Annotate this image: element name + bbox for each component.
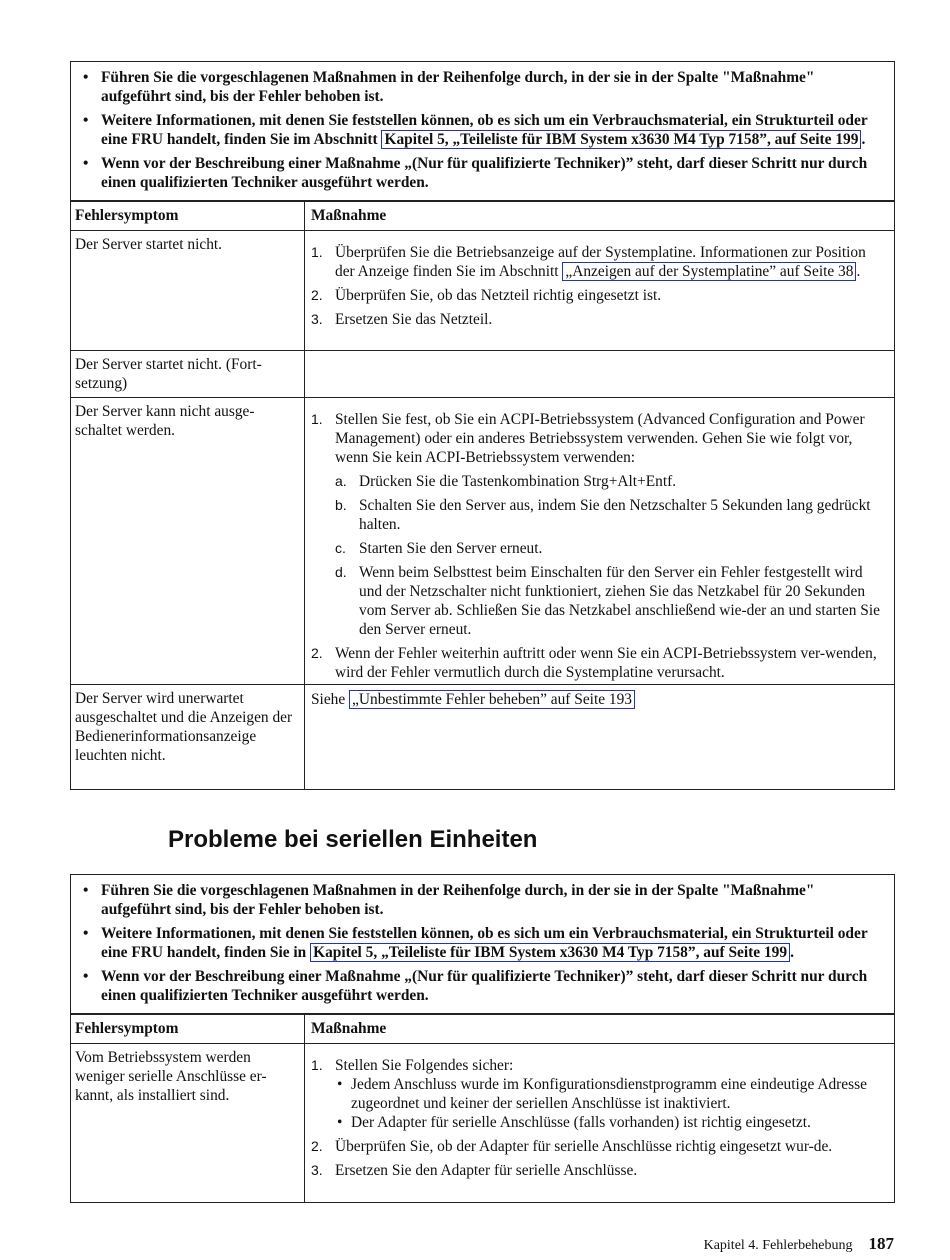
step-item <box>311 1056 888 1132</box>
see-text: Siehe <box>311 691 350 708</box>
substep-text: Wenn beim Selbsttest beim Einschalten für den Server ein Fehler festgestellt wird und der Netzschalter nicht funktioniert, ziehen Sie das Netzkabel für 20 Sekunden vom Server ab. Schließen Sie das Netzkabel anschließend wie-der an und starten Sie den Server erneut. <box>359 564 880 638</box>
notes-block <box>71 62 894 201</box>
step-number: 3. <box>311 1162 323 1178</box>
unbestimmte-fehler-link[interactable]: „Unbestimmte Fehler beheben” auf Seite 193 <box>349 690 635 709</box>
substep-text: Drücken Sie die Tastenkombination Strg+Alt+Entf. <box>359 473 677 490</box>
step-number: 1. <box>311 244 323 260</box>
chapter-label: Kapitel 4. Fehlerbehebung <box>703 1238 853 1253</box>
step-text: Überprüfen Sie, ob das Netzteil richtig eingesetzt ist. <box>335 287 662 304</box>
step-number: 2. <box>311 1138 323 1154</box>
step-text: Wenn der Fehler weiterhin auftritt oder wenn Sie ein ACPI-Betriebssystem ver-wenden, wird der Fehler vermutlich durch die Systemplatine verursacht. <box>335 645 877 681</box>
step-number: 2. <box>311 645 323 661</box>
action-cell <box>305 351 894 397</box>
substep-letter: c. <box>335 540 346 556</box>
step-item <box>311 286 888 305</box>
substep-text: Schalten Sie den Server aus, indem Sie den Netzschalter 5 Sekunden lang gedrückt halten. <box>359 497 871 533</box>
action-cell <box>305 685 894 789</box>
note-text: Weitere Informationen, mit denen Sie feststellen können, ob es sich um ein Verbrauchsmaterial, ein Strukturteil oder eine FRU handelt, finden Sie in <box>101 925 868 961</box>
step-item <box>311 243 888 281</box>
page-number: 187 <box>868 1234 894 1253</box>
step-item <box>311 1137 888 1156</box>
substep-item <box>335 539 888 558</box>
header-symptom: Fehlersymptom <box>71 202 305 230</box>
systemplatine-link[interactable]: „Anzeigen auf der Systemplatine” auf Seite 38 <box>562 262 856 281</box>
notes-block <box>71 875 894 1014</box>
step-text: Überprüfen Sie die Betriebsanzeige auf der Systemplatine. Informationen zur Position der Anzeige finden Sie im Abschnitt <box>335 244 866 280</box>
substep-letter: d. <box>335 564 347 580</box>
symptom-cell: Vom Betriebssystem werden weniger serielle Anschlüsse er-kannt, als installiert sind. <box>71 1044 305 1202</box>
table-2 <box>70 874 895 1203</box>
symptom-cell: Der Server startet nicht. <box>71 231 305 350</box>
table-row <box>71 350 894 397</box>
note-text: Weitere Informationen, mit denen Sie feststellen können, ob es sich um ein Verbrauchsmaterial, ein Strukturteil oder eine FRU handelt, finden Sie im Abschnitt <box>101 112 868 148</box>
step-text: . <box>856 263 861 280</box>
step-text: Stellen Sie Folgendes sicher: <box>335 1057 514 1074</box>
chapter5-link[interactable]: Kapitel 5, „Teileliste für IBM System x3630 M4 Typ 7158”, auf Seite 199 <box>381 130 861 149</box>
step-number: 2. <box>311 287 323 303</box>
symptom-cell: Der Server kann nicht ausge-schaltet werden. <box>71 398 305 684</box>
step-number: 3. <box>311 311 323 327</box>
note-item: • Wenn vor der Beschreibung einer Maßnahme „(Nur für qualifizierte Techniker)” steht, darf dieser Schritt nur durch einen qualifizierten Techniker ausgeführt werden. <box>81 154 884 192</box>
table-header-row <box>71 201 894 230</box>
step-number: 1. <box>311 1057 323 1073</box>
step-item <box>311 310 888 329</box>
step-number: 1. <box>311 411 323 427</box>
substep-text: Starten Sie den Server erneut. <box>359 540 543 557</box>
substep-letter: a. <box>335 473 347 489</box>
step-text: Stellen Sie fest, ob Sie ein ACPI-Betriebssystem (Advanced Configuration and Power Management) oder ein anderes Betriebssystem verwenden. Gehen Sie wie folgt vor, wenn Sie kein ACPI-Betriebssystem verwenden: <box>335 411 865 466</box>
table-row <box>71 684 894 789</box>
step-text: Ersetzen Sie das Netzteil. <box>335 311 493 328</box>
substep-letter: b. <box>335 497 347 513</box>
step-text: Überprüfen Sie, ob der Adapter für serielle Anschlüsse richtig eingesetzt wur-de. <box>335 1138 833 1155</box>
header-symptom: Fehlersymptom <box>71 1015 305 1043</box>
substep-item <box>335 496 888 534</box>
note-text: . <box>790 944 794 961</box>
bullet-item: • Jedem Anschluss wurde im Konfigurationsdienstprogramm eine eindeutige Adresse zugeordnet und keiner der seriellen Anschlüsse ist inaktiviert. <box>335 1075 888 1113</box>
header-action: Maßnahme <box>311 1020 387 1037</box>
note-item <box>81 924 884 962</box>
table-row <box>71 397 894 684</box>
table-row <box>71 1043 894 1202</box>
section-title: Probleme bei seriellen Einheiten <box>168 826 538 853</box>
header-action: Maßnahme <box>311 207 387 224</box>
note-item: • Führen Sie die vorgeschlagenen Maßnahmen in der Reihenfolge durch, in der sie in der Spalte "Maßnahme" aufgeführt sind, bis der Fehler behoben ist. <box>81 881 884 919</box>
note-item: • Führen Sie die vorgeschlagenen Maßnahmen in der Reihenfolge durch, in der sie in der Spalte "Maßnahme" aufgeführt sind, bis der Fehler behoben ist. <box>81 68 884 106</box>
action-cell <box>305 1044 894 1202</box>
table-header-row <box>71 1014 894 1043</box>
bullet-item: • Der Adapter für serielle Anschlüsse (falls vorhanden) ist richtig eingesetzt. <box>335 1113 888 1132</box>
substep-item <box>335 563 888 639</box>
step-item <box>311 1161 888 1180</box>
action-cell <box>305 398 894 684</box>
substep-item <box>335 472 888 491</box>
symptom-cell: Der Server startet nicht. (Fort-setzung) <box>71 351 305 397</box>
step-text: Ersetzen Sie den Adapter für serielle Anschlüsse. <box>335 1162 638 1179</box>
symptom-cell: Der Server wird unerwartet ausgeschaltet und die Anzeigen der Bedienerinformationsanzeige leuchten nicht. <box>71 685 305 789</box>
note-item: • Wenn vor der Beschreibung einer Maßnahme „(Nur für qualifizierte Techniker)” steht, darf dieser Schritt nur durch einen qualifizierten Techniker ausgeführt werden. <box>81 967 884 1005</box>
page-footer <box>704 1234 894 1254</box>
step-item <box>311 644 888 682</box>
action-cell <box>305 231 894 350</box>
table-row <box>71 230 894 350</box>
chapter5-link[interactable]: Kapitel 5, „Teileliste für IBM System x3630 M4 Typ 7158”, auf Seite 199 <box>310 943 790 962</box>
note-text: . <box>861 131 866 148</box>
step-item <box>311 410 888 639</box>
note-item <box>81 111 884 149</box>
table-1 <box>70 61 895 790</box>
